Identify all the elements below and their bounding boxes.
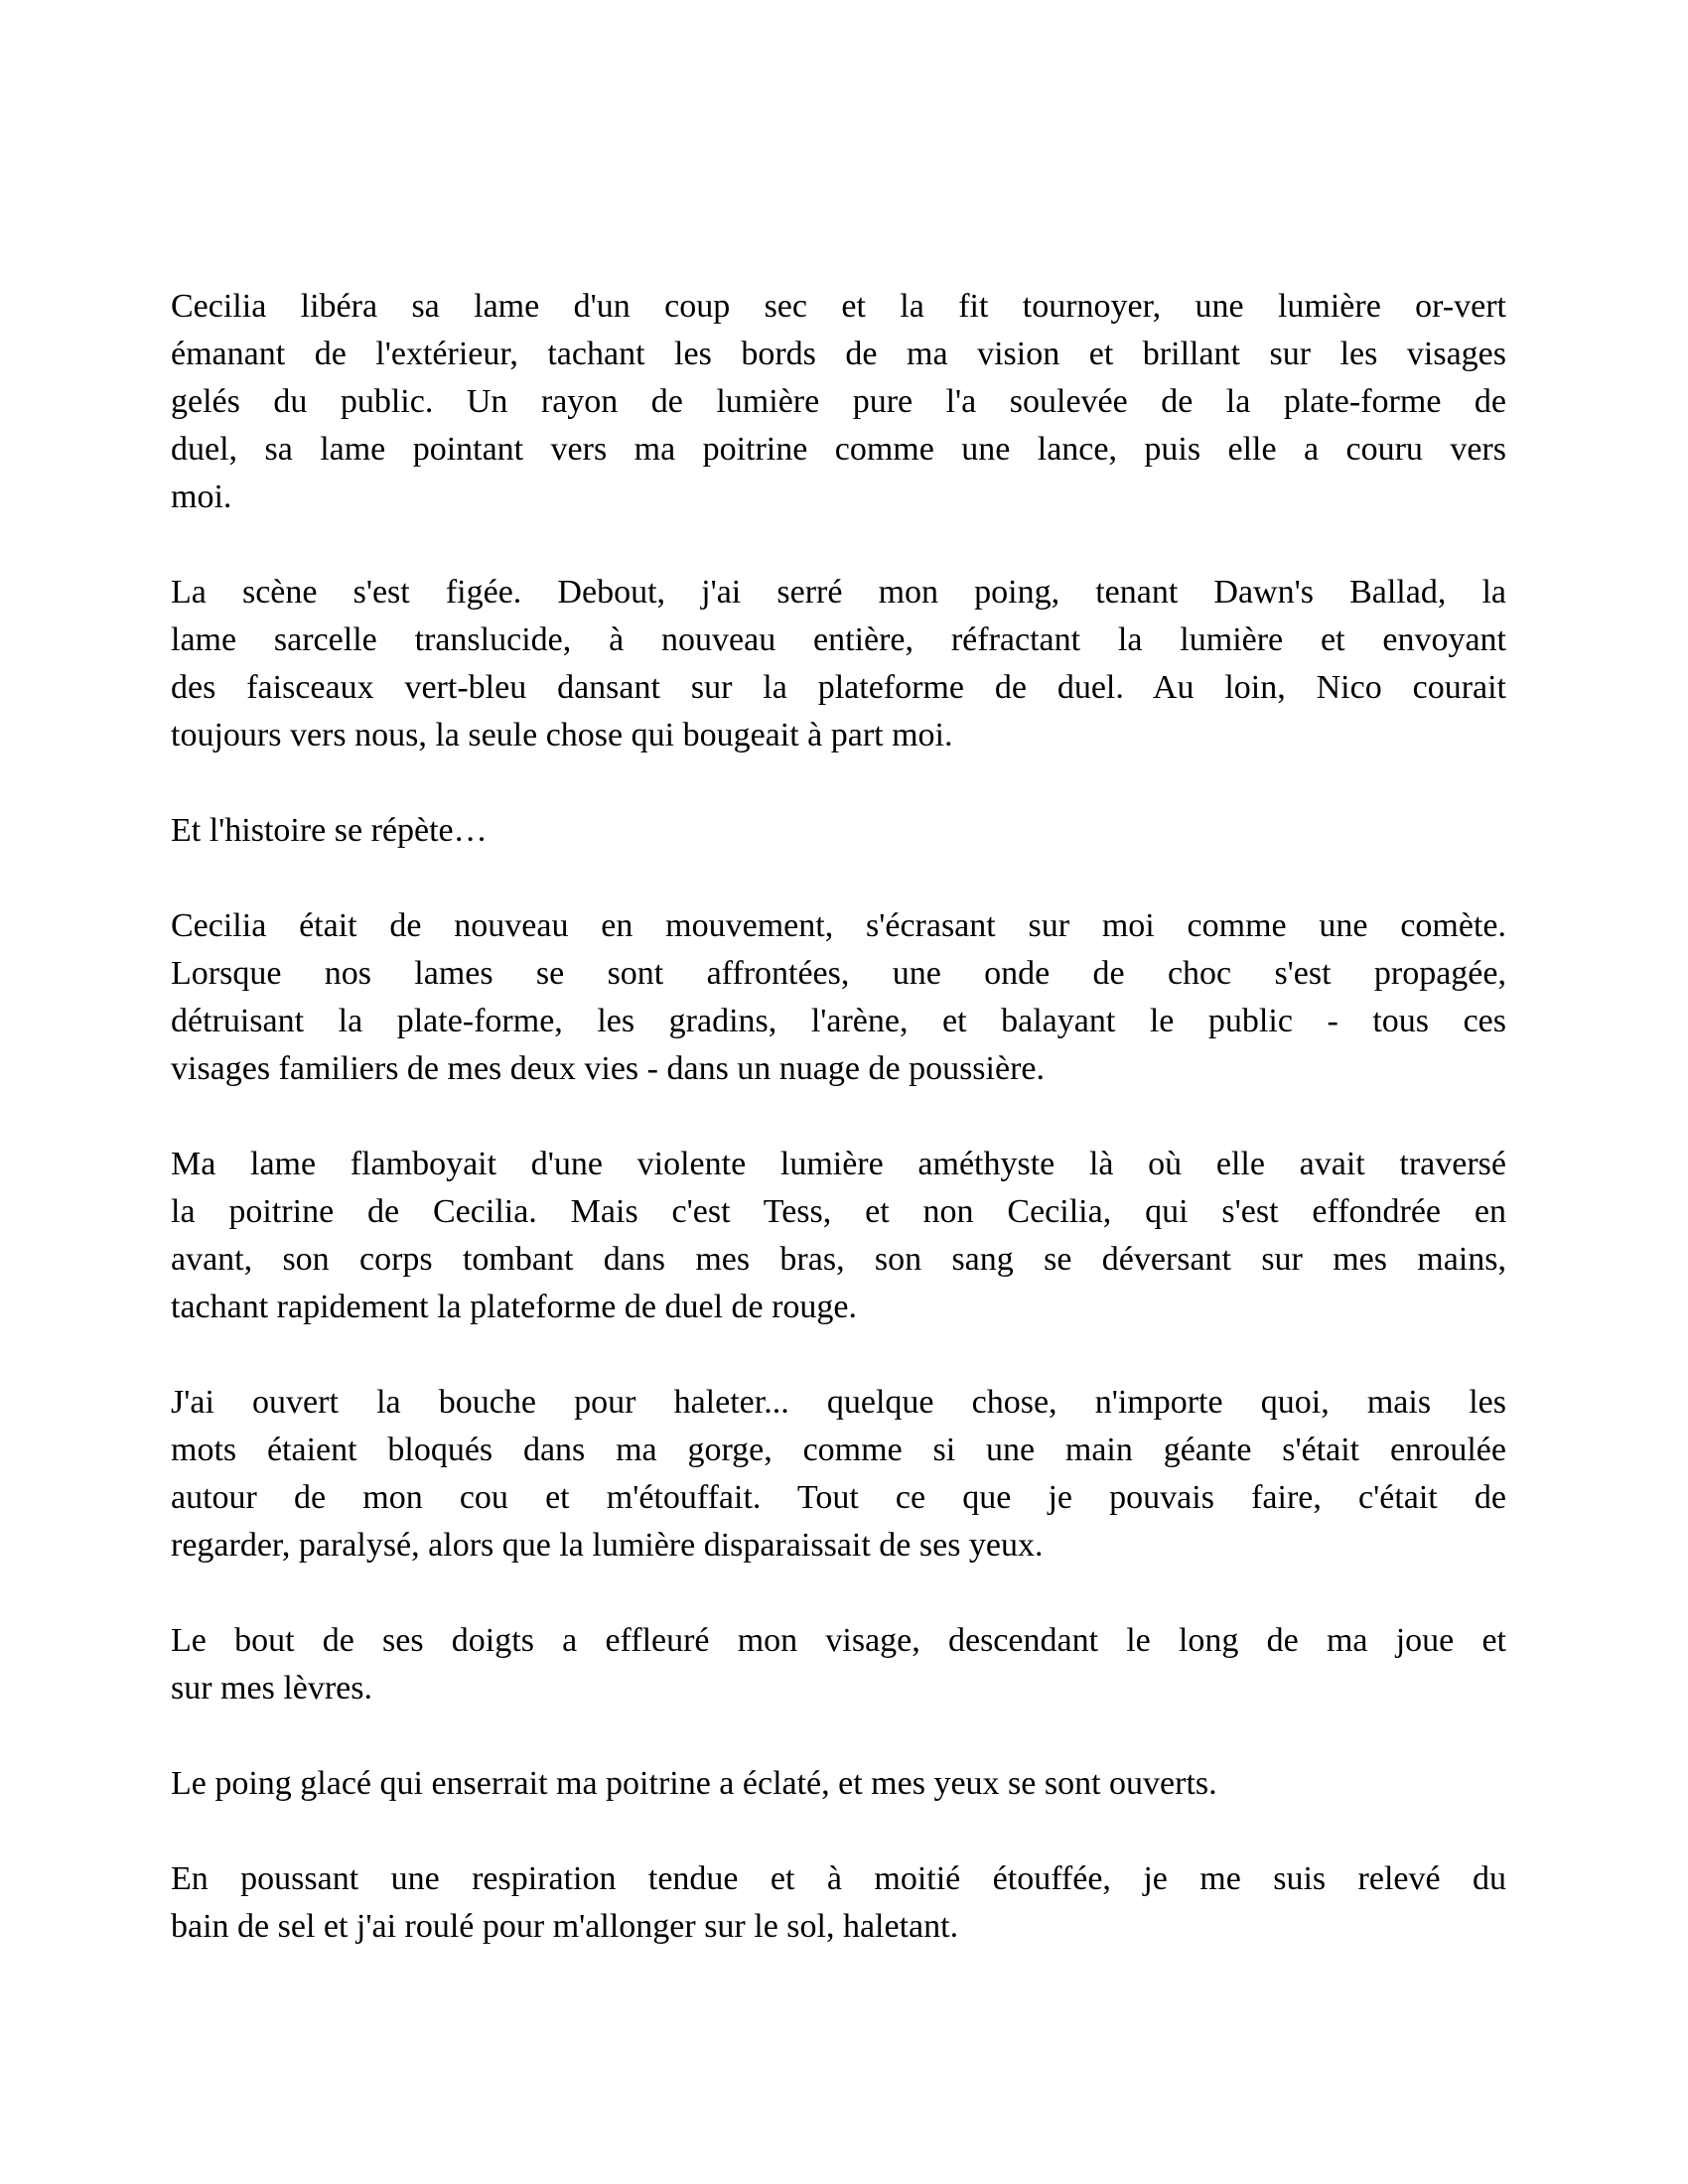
text-line: émanant de l'extérieur, tachant les bords de ma vision et brillant sur les visages	[171, 336, 1506, 372]
paragraph	[171, 283, 1506, 521]
text-line: autour de mon cou et m'étouffait. Tout ce que je pouvais faire, c'était de	[171, 1479, 1506, 1516]
text-line: duel, sa lame pointant vers ma poitrine comme une lance, puis elle a couru vers	[171, 431, 1506, 468]
text-line: Cecilia était de nouveau en mouvement, s'écrasant sur moi comme une comète.	[171, 907, 1506, 944]
text-line: gelés du public. Un rayon de lumière pure l'a soulevée de la plate-forme de	[171, 383, 1506, 420]
text-line: mots étaient bloqués dans ma gorge, comme si une main géante s'était enroulée	[171, 1432, 1506, 1468]
paragraph	[171, 569, 1506, 759]
text-line: la poitrine de Cecilia. Mais c'est Tess, et non Cecilia, qui s'est effondrée en	[171, 1193, 1506, 1230]
text-line: Ma lame flamboyait d'une violente lumière améthyste là où elle avait traversé	[171, 1146, 1506, 1182]
paragraph	[171, 1141, 1506, 1331]
paragraph	[171, 807, 1506, 855]
text-line: détruisant la plate-forme, les gradins, l'arène, et balayant le public - tous ces	[171, 1003, 1506, 1039]
text-line: Le poing glacé qui enserrait ma poitrine a éclaté, et mes yeux se sont ouverts.	[171, 1765, 1217, 1802]
text-line: des faisceaux vert-bleu dansant sur la plateforme de duel. Au loin, Nico courait	[171, 669, 1506, 706]
paragraph	[171, 1855, 1506, 1951]
paragraph	[171, 1617, 1506, 1712]
text-line: Le bout de ses doigts a effleuré mon visage, descendant le long de ma joue et	[171, 1622, 1506, 1659]
text-line: Lorsque nos lames se sont affrontées, une onde de choc s'est propagée,	[171, 955, 1506, 992]
text-block	[171, 283, 1506, 1998]
text-line: tachant rapidement la plateforme de duel de rouge.	[171, 1289, 858, 1325]
text-line: J'ai ouvert la bouche pour haleter... quelque chose, n'importe quoi, mais les	[171, 1384, 1506, 1421]
text-line: En poussant une respiration tendue et à moitié étouffée, je me suis relevé du	[171, 1860, 1506, 1897]
text-line: bain de sel et j'ai roulé pour m'allonger sur le sol, haletant.	[171, 1908, 959, 1945]
text-line: Et l'histoire se répète…	[171, 812, 488, 849]
text-line: Cecilia libéra sa lame d'un coup sec et la fit tournoyer, une lumière or-vert	[171, 288, 1506, 325]
text-line: visages familiers de mes deux vies - dans un nuage de poussière.	[171, 1050, 1045, 1087]
text-line: regarder, paralysé, alors que la lumière disparaissait de ses yeux.	[171, 1527, 1044, 1564]
paragraph	[171, 1760, 1506, 1808]
text-line: La scène s'est figée. Debout, j'ai serré mon poing, tenant Dawn's Ballad, la	[171, 574, 1506, 611]
text-line: toujours vers nous, la seule chose qui bougeait à part moi.	[171, 717, 953, 753]
text-line: moi.	[171, 478, 232, 515]
paragraph	[171, 1379, 1506, 1570]
paragraph	[171, 902, 1506, 1093]
text-line: sur mes lèvres.	[171, 1670, 373, 1706]
text-line: avant, son corps tombant dans mes bras, son sang se déversant sur mes mains,	[171, 1241, 1506, 1278]
text-line: lame sarcelle translucide, à nouveau entière, réfractant la lumière et envoyant	[171, 621, 1506, 658]
